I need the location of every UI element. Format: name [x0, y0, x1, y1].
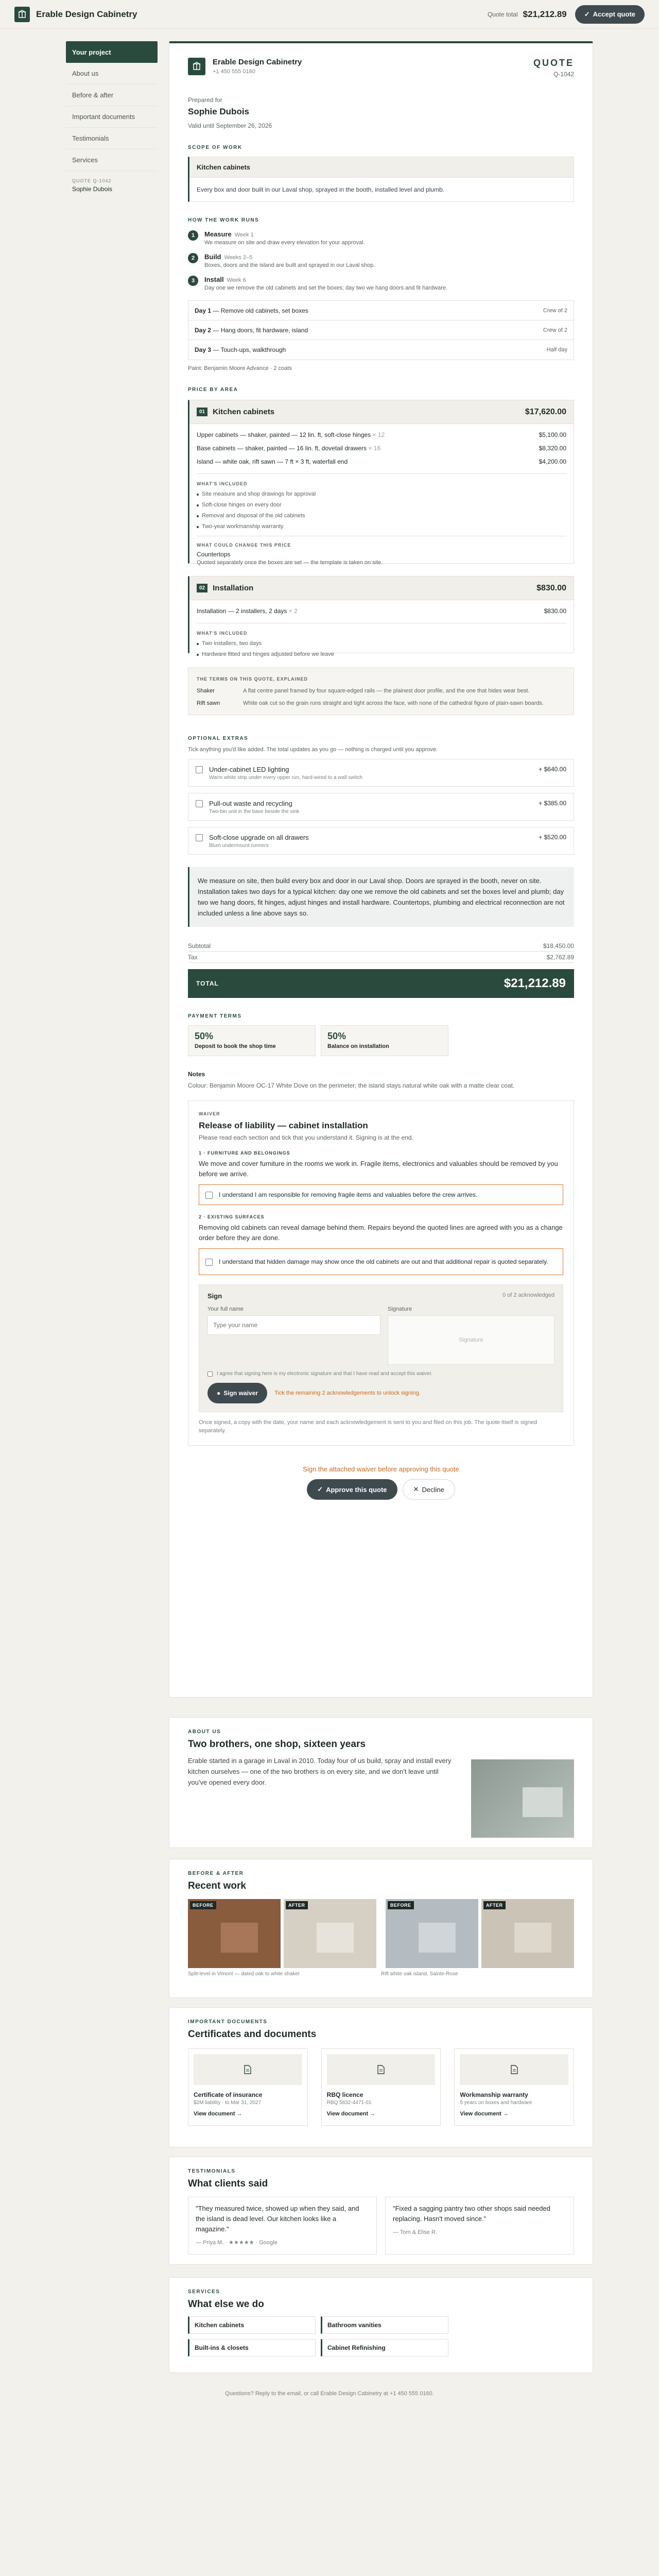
check-icon: ✓ — [584, 10, 590, 18]
notes-text: Colour: Benjamin Moore OC-17 White Dove on the perimeter; the island stays natural white oak with a matte clear coat. — [188, 1082, 515, 1089]
day-label: Day 3 — [195, 346, 212, 353]
price-area-installation — [188, 576, 574, 657]
top-bar — [0, 0, 659, 29]
total-label: TOTAL — [196, 980, 219, 987]
service-item: Kitchen cabinets — [188, 2316, 316, 2334]
esign-agreement[interactable] — [207, 1371, 554, 1377]
line-qty: × 12 — [372, 431, 385, 438]
price-area-kitchen — [188, 400, 574, 564]
day-crew: Crew of 2 — [543, 307, 567, 314]
step-when: Week 6 — [227, 277, 246, 283]
acknowledgement-1[interactable] — [199, 1184, 563, 1205]
sign-waiver-label: Sign waiver — [223, 1389, 258, 1397]
sidebar-quote-meta — [66, 171, 158, 193]
about-section — [169, 1717, 593, 1848]
document-sub: $2M liability · to Mar 31, 2027 — [194, 2100, 262, 2106]
testimonial-author: — Priya M. · ★★★★★ · Google — [196, 2240, 278, 2246]
line-price: $4,200.00 — [539, 458, 566, 465]
change-heading: WHAT COULD CHANGE THIS PRICE — [197, 543, 291, 548]
line-qty: × 2 — [288, 607, 298, 615]
service-item: Built-ins & closets — [188, 2339, 316, 2357]
ack-text: I understand I am responsible for removing fragile items and valuables before the crew arrives. — [219, 1191, 478, 1198]
area-number: 01 — [197, 408, 207, 416]
day-label: Day 1 — [195, 307, 212, 314]
paint-note: Paint: Benjamin Moore Advance · 2 coats — [188, 365, 292, 371]
project-summary: We measure on site, then build every box and door in our Laval shop. Doors are sprayed in the booth, never on site. Installation takes two days for a typical kitchen: day one we remove the old cabinets and set the boxes level and plumb; day two we hang doors, fit hinges, adjust hinges and install hardware. Countertops, plumbing and electrical reconnection are not included unless a line above says so. — [188, 867, 574, 927]
day-row — [188, 301, 574, 320]
document-card — [188, 2048, 308, 2126]
term-name: Rift sawn — [197, 700, 220, 706]
document-card — [321, 2048, 441, 2126]
document-title: Certificate of insurance — [194, 2091, 263, 2098]
document-icon — [377, 2065, 385, 2074]
testimonial-author: — Tom & Elise R. — [393, 2229, 437, 2235]
step-title: Build — [204, 253, 221, 261]
extras-note: Tick anything you'd like added. The total updates as you go — nothing is charged until you approve. — [188, 747, 438, 753]
day-text: — Remove old cabinets, set boxes — [213, 307, 308, 314]
extra-price: + $385.00 — [539, 800, 566, 807]
photo-caption: Rift white oak island, Sainte-Rose — [381, 1971, 458, 1977]
about-title: Two brothers, one shop, sixteen years — [188, 1739, 366, 1750]
extra-title: Pull-out waste and recycling — [209, 800, 292, 807]
day-schedule — [188, 300, 574, 360]
scope-desc: Every box and door built in our Laval shop, sprayed in the booth, installed level and plumb. — [197, 186, 444, 193]
day-text: — Touch-ups, walkthrough — [213, 346, 286, 353]
service-item: Cabinet Refinishing — [321, 2339, 448, 2357]
decline-button[interactable] — [403, 1479, 455, 1500]
extra-checkbox[interactable] — [196, 834, 203, 841]
day-crew: Half day — [546, 347, 567, 353]
line-price: $830.00 — [544, 607, 566, 615]
change-desc: Quoted separately once the boxes are set — the template is taken on site. — [197, 560, 383, 566]
about-text: Erable started in a garage in Laval in 2010. Today four of us build, spray and install every kitchen ourselves — one of the two brothers is on every site, and we don't leave until you've opened every door. — [188, 1757, 452, 1786]
full-name-input[interactable] — [207, 1315, 380, 1335]
extra-title: Soft-close upgrade on all drawers — [209, 834, 309, 841]
payment-percent: 50% — [195, 1031, 214, 1041]
brand-logo — [14, 7, 30, 22]
extra-desc: Blum undermount runners — [209, 843, 269, 849]
cabinet-icon — [192, 62, 201, 71]
testimonial-quote: "Fixed a sagging pantry two other shops said needed replacing. Hasn't moved since." — [393, 2205, 550, 2223]
waiver-section-text: Removing old cabinets can reveal damage behind them. Repairs beyond the quoted lines are agreed with you as a change order before they are done. — [199, 1224, 563, 1242]
quote-total-label: Quote total — [487, 10, 518, 18]
line-text: Upper cabinets — shaker, painted — 12 lin. ft, soft-close hinges — [197, 431, 371, 438]
waiver-section-label: 1 · FURNITURE AND BELONGINGS — [199, 1150, 290, 1156]
step-desc: Boxes, doors and the island are built and sprayed in our Laval shop. — [204, 262, 375, 268]
term-row — [197, 688, 565, 694]
line-text: Base cabinets — shaker, painted — 16 lin. ft, dovetail drawers — [197, 445, 367, 452]
testimonial-card — [385, 2197, 574, 2255]
sidebar-client-name: Sophie Dubois — [72, 185, 113, 193]
extra-price: + $520.00 — [539, 834, 566, 841]
subtotal-row — [188, 940, 574, 952]
ack-text: I understand that hidden damage may show once the old cabinets are out and that additional repair is quoted separately. — [219, 1258, 548, 1265]
term-name: Shaker — [197, 688, 215, 694]
document-sub: RBQ 5832-4471-01 — [326, 2100, 372, 2106]
brand-name: Erable Design Cabinetry — [36, 9, 137, 19]
sign-title: Sign — [207, 1292, 222, 1300]
signature-label: Signature — [388, 1306, 412, 1312]
line-price: $5,100.00 — [539, 431, 566, 438]
services-kicker: SERVICES — [188, 2289, 220, 2295]
photo-badge: AFTER — [286, 1901, 308, 1909]
company-logo — [188, 58, 205, 75]
scope-title: Kitchen cabinets — [189, 157, 574, 178]
line-text: Installation — 2 installers, 2 days — [197, 607, 287, 615]
waiver-title: Release of liability — cabinet installation — [199, 1121, 368, 1130]
accept-quote-button[interactable] — [575, 5, 645, 24]
approve-label: Approve this quote — [326, 1485, 387, 1494]
signature-placeholder: Signature — [459, 1337, 483, 1343]
included-heading: WHAT'S INCLUDED — [197, 631, 248, 636]
testimonial-card — [188, 2197, 377, 2255]
extra-desc: Warm white strip under every upper run, hard-wired to a wall switch — [209, 775, 363, 781]
quote-number: Q-1042 — [553, 71, 574, 78]
included-item: Site measure and shop drawings for approval — [197, 491, 566, 497]
extras-heading: OPTIONAL EXTRAS — [188, 736, 249, 741]
step-desc: We measure on site and draw every elevation for your approval. — [204, 240, 365, 246]
view-document-link[interactable]: View document → — [194, 2111, 242, 2117]
step-title: Install — [204, 276, 224, 283]
price-line — [189, 604, 574, 618]
sidebar-item-documents[interactable]: Important documents — [66, 106, 158, 128]
scope-box — [188, 157, 574, 202]
ack-count: 0 of 2 acknowledged — [502, 1292, 554, 1298]
included-heading: WHAT'S INCLUDED — [197, 481, 248, 486]
included-item: Two-year workmanship warranty — [197, 523, 566, 530]
ack-checkbox[interactable] — [205, 1192, 213, 1199]
extra-checkbox[interactable] — [196, 800, 203, 807]
included-item: Two installers, two days — [197, 640, 566, 647]
signature-pad[interactable] — [388, 1315, 554, 1365]
area-total: $830.00 — [536, 583, 566, 592]
payment-desc: Balance on installation — [327, 1043, 389, 1049]
footer-contact: Questions? Reply to the email, or call Erable Design Cabinetry at +1 450 555 0160. — [225, 2391, 434, 2397]
included-item: Soft-close hinges on every door — [197, 502, 566, 508]
beforeafter-kicker: BEFORE & AFTER — [188, 1871, 244, 1876]
day-row — [188, 340, 574, 360]
approve-quote-button[interactable] — [307, 1479, 397, 1500]
sidebar-item-services[interactable]: Services — [66, 149, 158, 171]
work-step — [188, 230, 574, 246]
terms-heading: THE TERMS ON THIS QUOTE, EXPLAINED — [197, 676, 308, 682]
testimonials-kicker: TESTIMONIALS — [188, 2168, 236, 2174]
quote-total-value: $21,212.89 — [523, 9, 567, 19]
unlock-message: Tick the remaining 2 acknowledgements to unlock signing. — [274, 1390, 421, 1396]
waiver-kicker: WAIVER — [199, 1111, 220, 1116]
document-sub: 5 years on boxes and hardware — [460, 2100, 532, 2106]
price-line — [189, 442, 574, 455]
services-section — [169, 2277, 593, 2373]
step-desc: Day one we remove the old cabinets and set the boxes; day two we hang doors and fit hardware. — [204, 285, 448, 291]
area-title: Kitchen cabinets — [213, 408, 275, 416]
waiver-subtitle: Please read each section and tick that you understand it. Signing is at the end. — [199, 1134, 413, 1141]
testimonials-section — [169, 2157, 593, 2265]
step-number: 1 — [188, 230, 198, 241]
photo-caption: Split-level in Vimont — dated oak to white shaker — [188, 1971, 300, 1977]
workshop-photo — [471, 1759, 574, 1838]
day-text: — Hang doors, fit hardware, island — [213, 326, 308, 334]
close-icon: ✕ — [413, 1485, 419, 1493]
company-name: Erable Design Cabinetry — [213, 58, 302, 66]
subtotal-label: Subtotal — [188, 942, 211, 950]
step-number: 2 — [188, 253, 198, 263]
client-name: Sophie Dubois — [188, 107, 249, 116]
change-title: Countertops — [197, 551, 231, 558]
photo-badge: BEFORE — [190, 1901, 216, 1909]
cabinet-icon — [18, 10, 27, 19]
docs-title: Certificates and documents — [188, 2029, 317, 2040]
beforeafter-title: Recent work — [188, 1880, 246, 1891]
extra-checkbox[interactable] — [196, 766, 203, 773]
extra-title: Under-cabinet LED lighting — [209, 766, 289, 773]
sign-waiver-button[interactable] — [207, 1383, 267, 1403]
included-item: Removal and disposal of the old cabinets — [197, 513, 566, 519]
quote-heading: QUOTE — [533, 58, 574, 68]
lock-icon: ● — [217, 1389, 221, 1397]
waiver-section-label: 2 · EXISTING SURFACES — [199, 1214, 265, 1219]
after-photo[interactable] — [481, 1899, 574, 1968]
acknowledgement-2[interactable] — [199, 1248, 563, 1275]
accept-quote-label: Accept quote — [593, 10, 635, 18]
extra-desc: Two-bin unit in the base beside the sink — [209, 809, 300, 815]
step-when: Week 1 — [234, 232, 254, 238]
before-after-section — [169, 1859, 593, 1998]
before-photo[interactable] — [188, 1899, 281, 1968]
services-title: What else we do — [188, 2299, 264, 2310]
valid-until: Valid until September 26, 2026 — [188, 122, 272, 129]
prepared-for-label: Prepared for — [188, 96, 222, 104]
payment-term — [188, 1025, 316, 1056]
notes-heading: Notes — [188, 1071, 205, 1078]
view-document-link[interactable]: View document → — [460, 2111, 509, 2117]
term-definition: White oak cut so the grain runs straight and tight across the face, with none of the cathedral figure of plain-sawn boards. — [243, 700, 544, 706]
line-price: $8,320.00 — [539, 445, 566, 452]
view-document-link[interactable]: View document → — [326, 2111, 376, 2117]
after-sign-note: Once signed, a copy with the date, your name and each acknowledgement is sent to you and filed on this job. The quote itself is signed separately. — [199, 1419, 537, 1434]
company-phone: +1 450 555 0160 — [213, 69, 255, 75]
photo-badge: BEFORE — [388, 1901, 414, 1909]
price-line — [189, 428, 574, 442]
tax-label: Tax — [188, 953, 198, 961]
work-step — [188, 253, 574, 268]
work-step — [188, 276, 574, 291]
sidebar-item-testimonials[interactable]: Testimonials — [66, 128, 158, 149]
sidebar — [66, 41, 158, 193]
day-label: Day 2 — [195, 326, 212, 334]
sign-panel — [199, 1284, 563, 1412]
agree-checkbox[interactable] — [207, 1371, 213, 1377]
area-total: $17,620.00 — [525, 407, 566, 416]
before-photo[interactable] — [386, 1899, 478, 1968]
payment-heading: PAYMENT TERMS — [188, 1013, 242, 1019]
service-item: Bathroom vanities — [321, 2316, 448, 2334]
document-icon — [510, 2065, 518, 2074]
document-icon — [244, 2065, 252, 2074]
price-line — [189, 455, 574, 468]
step-number: 3 — [188, 276, 198, 286]
term-row — [197, 700, 565, 706]
area-title: Installation — [213, 584, 254, 592]
testimonials-title: What clients said — [188, 2178, 268, 2189]
extra-price: + $640.00 — [539, 766, 566, 773]
tax-value: $2,762.89 — [546, 953, 574, 961]
ack-checkbox[interactable] — [205, 1259, 213, 1266]
subtotal-value: $18,450.00 — [543, 942, 574, 950]
docs-kicker: IMPORTANT DOCUMENTS — [188, 2019, 268, 2025]
extra-option[interactable] — [188, 793, 574, 821]
photo-badge: AFTER — [483, 1901, 506, 1909]
sidebar-quote-number: QUOTE Q-1042 — [72, 178, 112, 183]
quote-card — [169, 41, 593, 1698]
day-crew: Crew of 2 — [543, 327, 567, 333]
waiver-panel — [188, 1100, 574, 1446]
area-number: 02 — [197, 584, 207, 592]
line-qty: × 16 — [368, 445, 381, 452]
total-bar — [188, 969, 574, 998]
after-photo[interactable] — [284, 1899, 376, 1968]
work-heading: HOW THE WORK RUNS — [188, 217, 259, 223]
sidebar-item-your-project[interactable]: Your project — [66, 41, 158, 63]
agree-text: I agree that signing here is my electronic signature and that I have read and accept this waiver. — [217, 1371, 433, 1377]
included-item: Hardware fitted and hinges adjusted before we leave — [197, 651, 566, 657]
document-card — [454, 2048, 574, 2126]
sidebar-item-before-after[interactable]: Before & after — [66, 84, 158, 106]
terms-explained — [188, 668, 574, 715]
step-title: Measure — [204, 230, 232, 238]
payment-desc: Deposit to book the shop time — [195, 1043, 276, 1049]
line-text: Island — white oak, rift sawn — 7 ft × 3 ft, waterfall end — [197, 458, 348, 465]
payment-term — [321, 1025, 448, 1056]
document-title: RBQ licence — [326, 2091, 363, 2098]
price-heading: PRICE BY AREA — [188, 387, 238, 393]
decline-label: Decline — [422, 1485, 444, 1494]
scope-heading: SCOPE OF WORK — [188, 145, 242, 150]
term-definition: A flat centre panel framed by four square-edged rails — the plainest door profile, and the one that hides wear best. — [243, 688, 530, 694]
day-row — [188, 320, 574, 340]
step-when: Weeks 2–5 — [224, 255, 253, 261]
waiver-section-text: We move and cover furniture in the rooms we work in. Fragile items, electronics and valuables should be removed by you before we arrive. — [199, 1160, 558, 1178]
name-label: Your full name — [207, 1306, 244, 1312]
testimonial-quote: "They measured twice, showed up when they said, and the island is dead level. Our kitchen looks like a magazine." — [196, 2205, 359, 2233]
tax-row — [188, 952, 574, 963]
sidebar-item-about-us[interactable]: About us — [66, 63, 158, 84]
extra-option[interactable] — [188, 759, 574, 787]
waiver-warning: Sign the attached waiver before approving this quote — [303, 1465, 459, 1473]
check-icon: ✓ — [317, 1485, 323, 1493]
payment-percent: 50% — [327, 1031, 346, 1041]
total-value: $21,212.89 — [504, 976, 566, 990]
about-kicker: ABOUT US — [188, 1729, 221, 1735]
documents-section — [169, 2007, 593, 2147]
extra-option[interactable] — [188, 827, 574, 855]
document-title: Workmanship warranty — [460, 2091, 528, 2098]
